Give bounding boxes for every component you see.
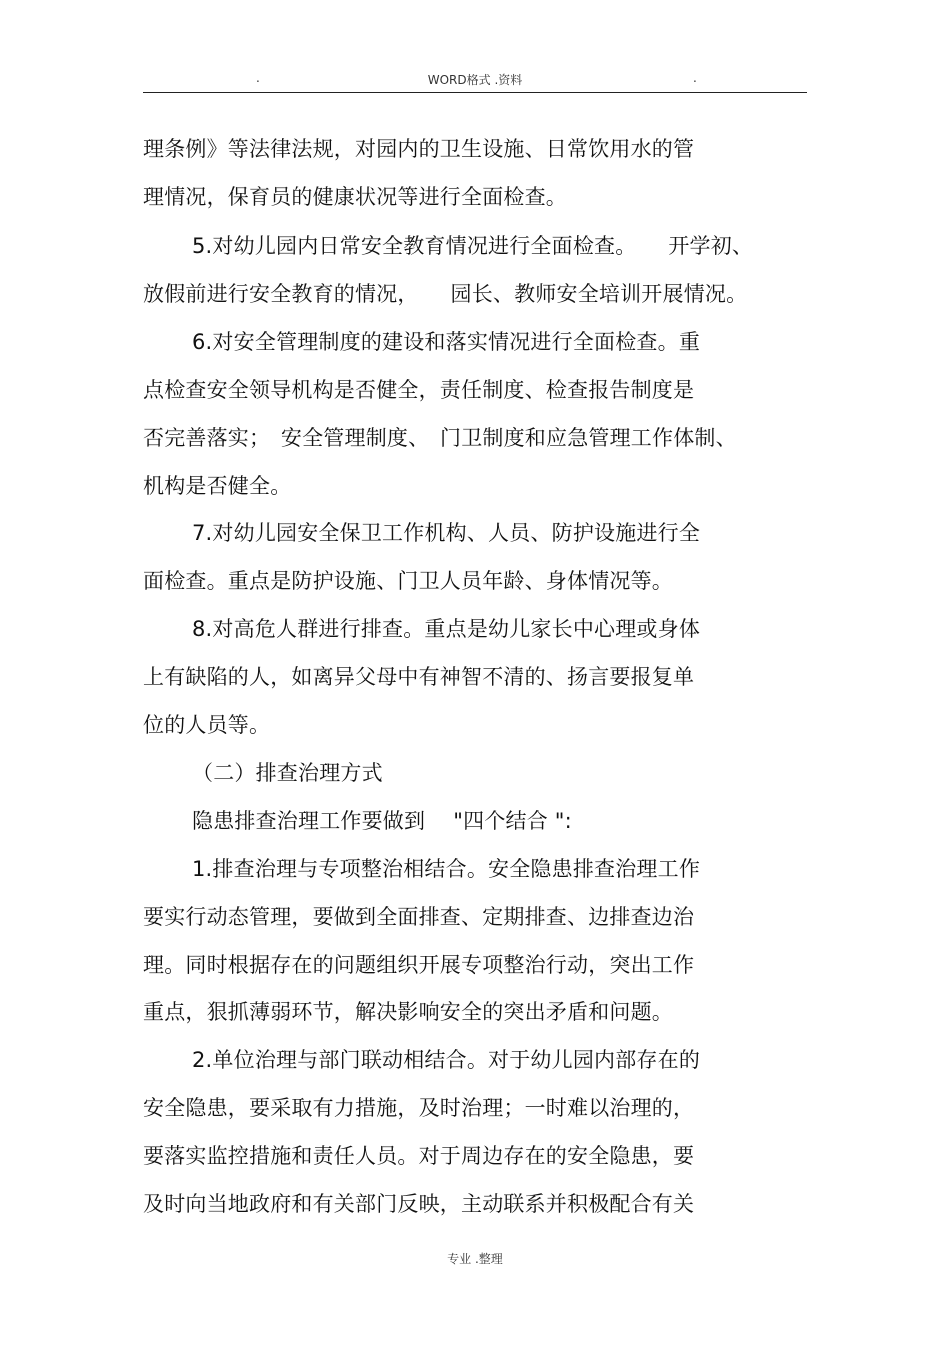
body-line: 理条例》等法律法规，对园内的卫生设施、日常饮用水的管 (143, 137, 695, 161)
body-line: 隐患排查治理工作要做到 "四个结合 ": (192, 809, 572, 833)
header-left-mark: . (256, 71, 260, 85)
body-line: 放假前进行安全教育的情况， 园长、教师安全培训开展情况。 (143, 282, 748, 306)
body-line: 重点，狠抓薄弱环节，解决影响安全的突出矛盾和问题。 (143, 1000, 673, 1024)
body-line: 面检查。重点是防护设施、门卫人员年龄、身体情况等。 (143, 569, 673, 593)
section-heading: （二）排查治理方式 (192, 761, 383, 785)
header-title: WORD格式 .资料 (427, 73, 523, 87)
body-line: 理情况，保育员的健康状况等进行全面检查。 (143, 185, 567, 209)
body-line: 2.单位治理与部门联动相结合。对于幼儿园内部存在的 (192, 1048, 701, 1072)
body-line: 及时向当地政府和有关部门反映，主动联系并积极配合有关 (143, 1192, 695, 1216)
page-footer: 专业 .整理 (447, 1252, 503, 1266)
body-line: 机构是否健全。 (143, 474, 292, 498)
body-line: 位的人员等。 (143, 713, 271, 737)
body-line: 否完善落实； 安全管理制度、 门卫制度和应急管理工作体制、 (143, 426, 737, 450)
body-line: 6.对安全管理制度的建设和落实情况进行全面检查。重 (192, 330, 701, 354)
body-line: 1.排查治理与专项整治相结合。安全隐患排查治理工作 (192, 857, 701, 881)
body-line: 要落实监控措施和责任人员。对于周边存在的安全隐患，要 (143, 1144, 695, 1168)
page-header (143, 66, 807, 93)
body-line: 7.对幼儿园安全保卫工作机构、人员、防护设施进行全 (192, 521, 701, 545)
body-line: 安全隐患，要采取有力措施，及时治理；一时难以治理的， (143, 1096, 695, 1120)
body-line: 要实行动态管理，要做到全面排查、定期排查、边排查边治 (143, 905, 695, 929)
body-line: 5.对幼儿园内日常安全教育情况进行全面检查。 开学初、 (192, 234, 754, 258)
body-line: 理。同时根据存在的问题组织开展专项整治行动，突出工作 (143, 953, 695, 977)
body-line: 8.对高危人群进行排查。重点是幼儿家长中心理或身体 (192, 617, 701, 641)
body-line: 上有缺陷的人，如离异父母中有神智不清的、扬言要报复单 (143, 665, 695, 689)
header-right-mark: . (693, 71, 697, 85)
body-line: 点检查安全领导机构是否健全，责任制度、检查报告制度是 (143, 378, 695, 402)
